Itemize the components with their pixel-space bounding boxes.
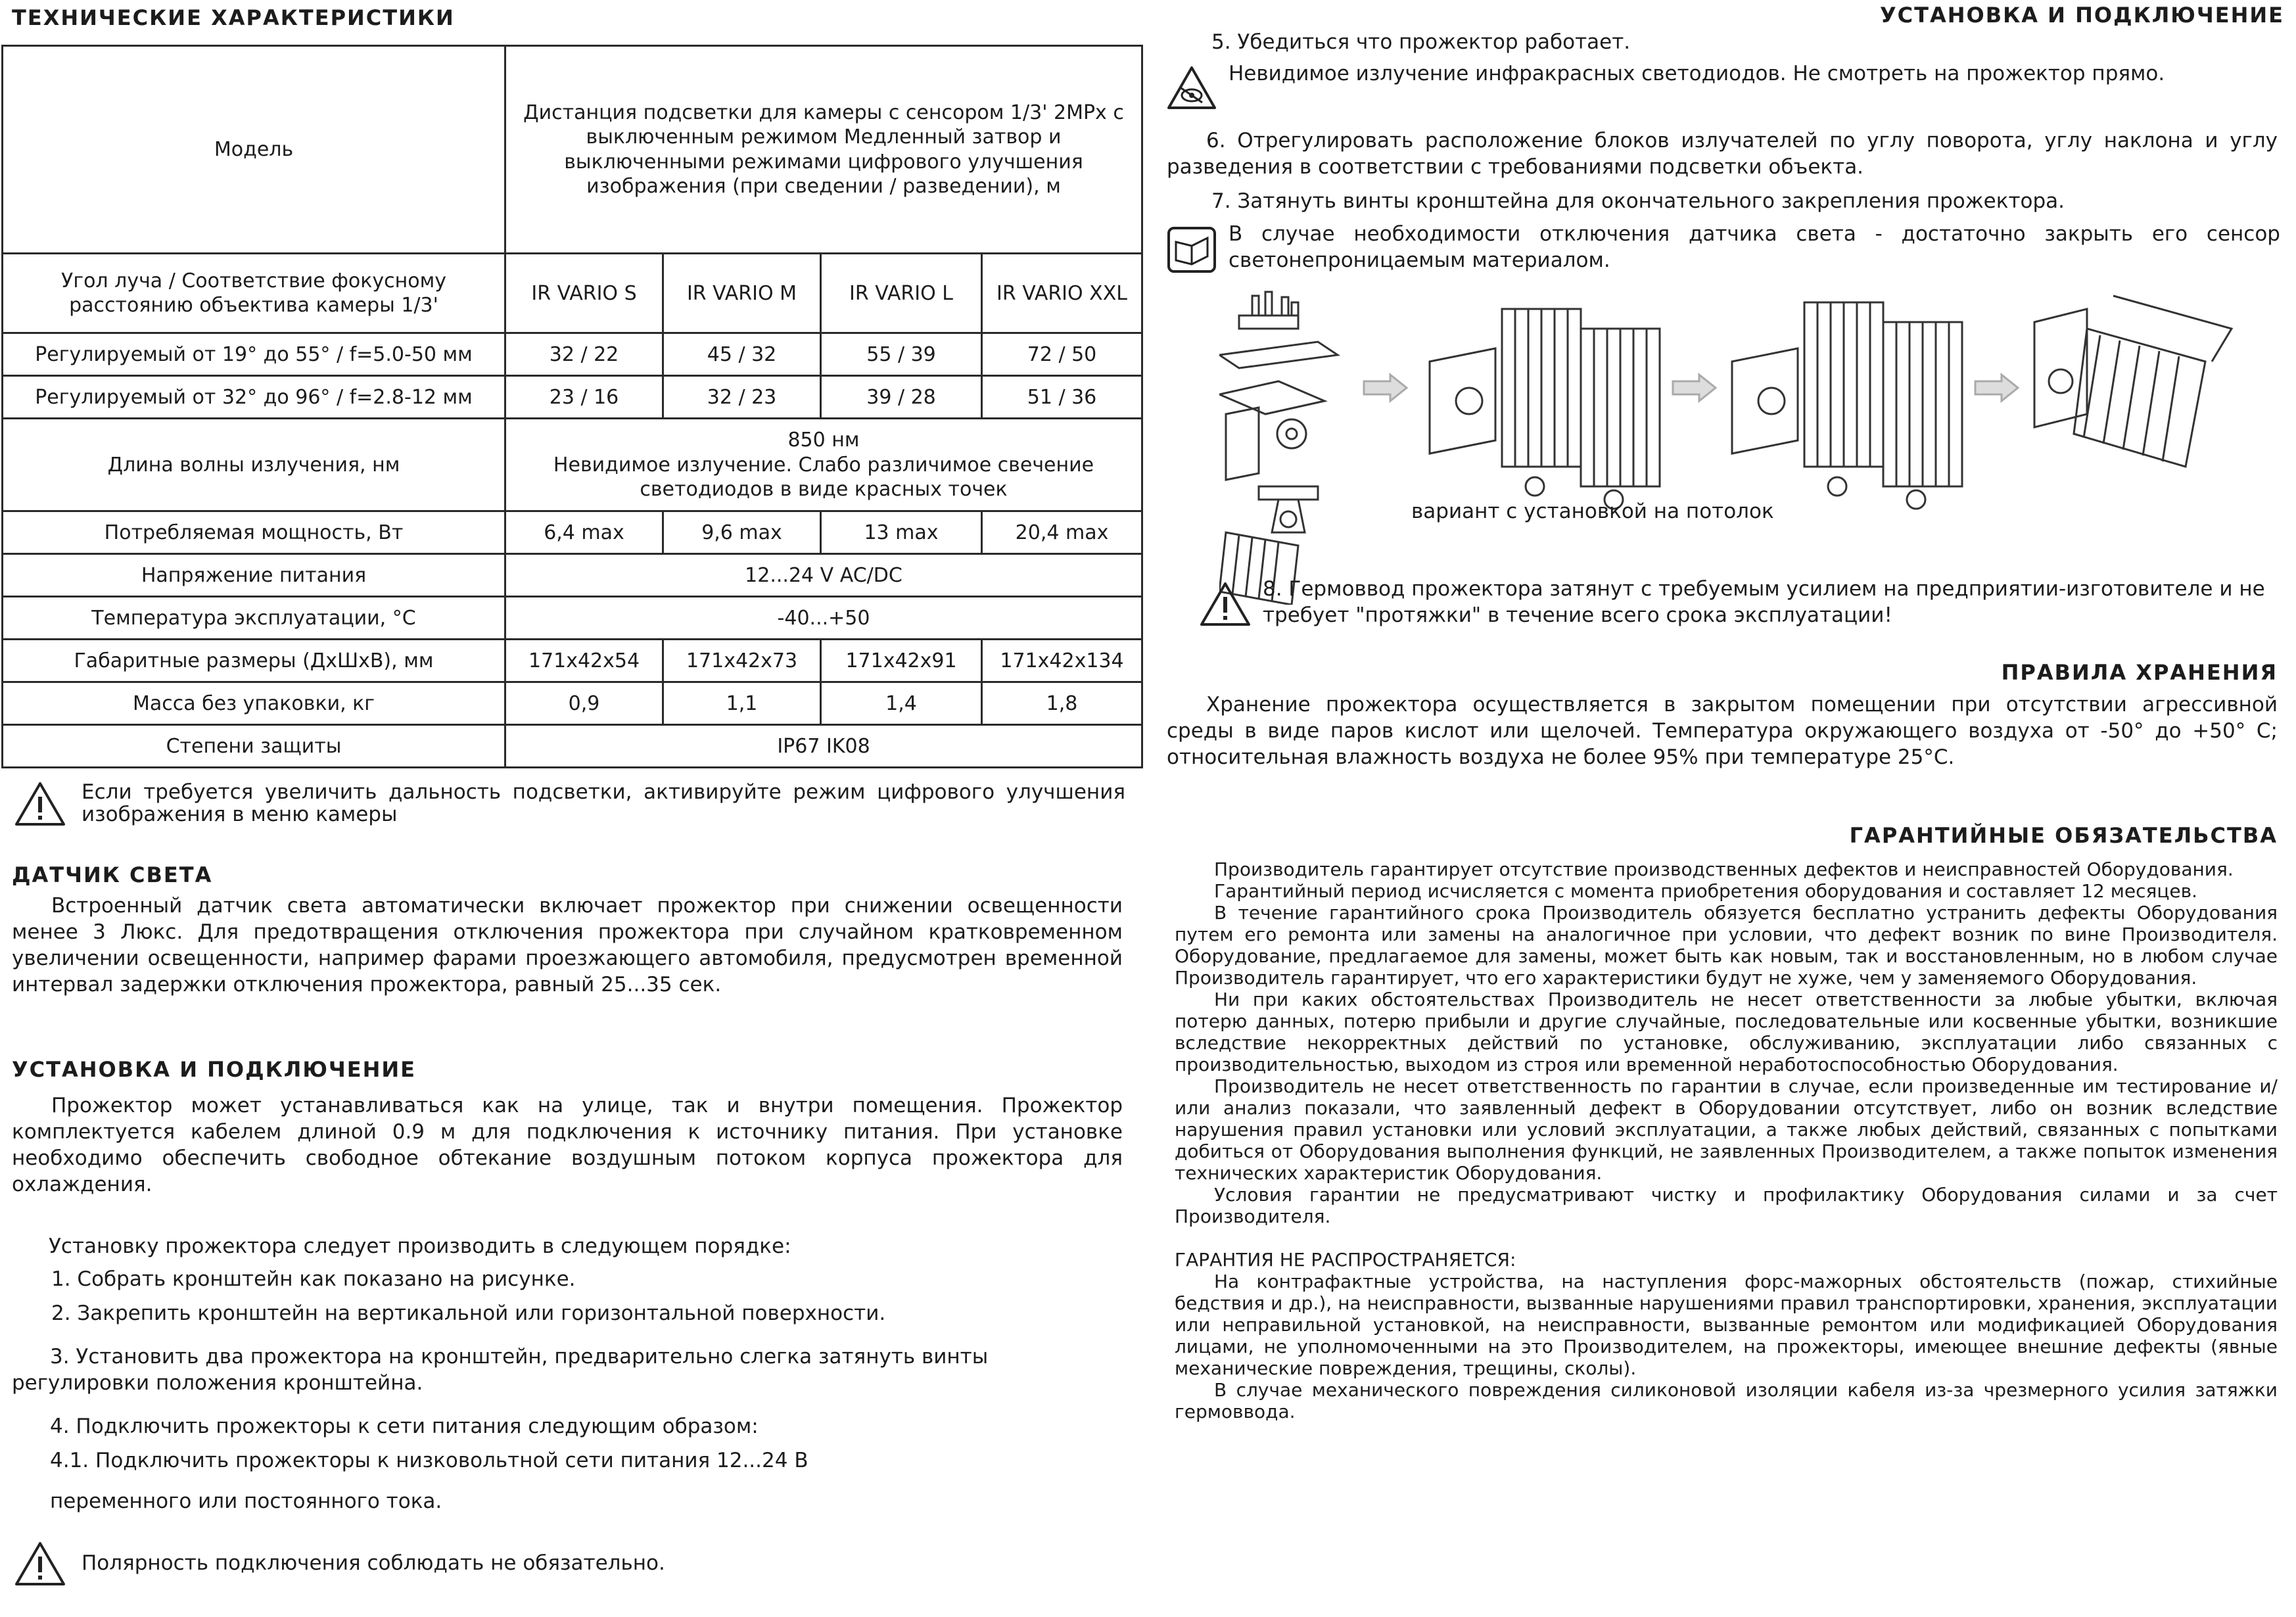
table-row: [3, 640, 1142, 682]
storage-text: Хранение прожектора осуществляется в закрытом помещении при отсутствии агрессивной среды в виде паров кислот или щелочей. Температура окружающего воздуха от -50° до +50° С; относительная влажность воздуха не более 95% при температуре 25°С.: [1167, 693, 2278, 769]
left-column: [0, 0, 1144, 1575]
cell: 23 / 16: [505, 376, 663, 419]
cell: 0,9: [505, 682, 663, 725]
arrow-icon: [1673, 375, 1716, 401]
cell: 6,4 max: [505, 511, 663, 554]
ceiling-caption: вариант с установкой на потолок: [1411, 500, 1774, 523]
step-1: 1. Собрать кронштейн как показано на рисунке.: [51, 1267, 576, 1291]
step-8: 8. Гермоввод прожектора затянут с требуемым усилием на предприятии-изготовителе и не требует "протяжки" в течение всего срока эксплуатации!: [1263, 577, 2265, 627]
specs-table: [1, 45, 1143, 768]
table-row: [3, 46, 1142, 254]
step-3: 3. Установить два прожектора на кронштейн, предварительно слегка затянуть винты регулировки положения кронштейна.: [12, 1345, 989, 1395]
cell: 171x42x73: [663, 640, 821, 682]
warranty-paragraph: Производитель гарантирует отсутствие производственных дефектов и неисправностей Оборудования.: [1214, 858, 2234, 880]
model-name: IR VARIO S: [505, 254, 663, 333]
bracket-parts-figure: [1219, 292, 1338, 480]
install-title-right: УСТАНОВКА И ПОДКЛЮЧЕНИЕ: [1879, 3, 2284, 28]
install-text: Прожектор может устанавливаться как на улице, так и внутри помещения. Прожектор комплектуется кабелем длиной 0.9 м для подключения к источнику питания. При установке необходимо обеспечить свободное обтекание воздушным потоком корпуса прожектора для охлаждения.: [12, 1094, 1123, 1197]
table-row: [3, 511, 1142, 554]
wavelength-value: 850 нм: [787, 429, 860, 452]
adjusted-projector-figure: [2034, 296, 2232, 467]
light-sensor-title: ДАТЧИК СВЕТА: [12, 862, 213, 887]
warn-ir-text: Невидимое излучение инфракрасных светодиодов. Не смотреть на прожектор прямо.: [1229, 62, 2165, 85]
step-4-1-cont: переменного или постоянного тока.: [50, 1489, 442, 1513]
warning-polarity: [14, 1541, 1125, 1587]
distance-header: Дистанция подсветки для камеры с сенсором 1/3' 2MPx с выключенным режимом Медленный затвор и выключенными режимами цифрового улучшения изображения (при сведении / разведении), м: [505, 46, 1142, 254]
light-sensor-text: Встроенный датчик света автоматически включает прожектор при снижении освещенности менее 3 Люкс. Для предотвращения отключения прожектора при случайном кратковременном увеличении освещенности, например фарами проезжающего автомобиля, предусмотрен временной интервал задержки отключения прожектора, равный 25...35 сек.: [12, 894, 1123, 997]
warning-enhance: [14, 781, 1125, 827]
warranty-paragraph: В течение гарантийного срока Производитель обязуется бесплатно устранить дефекты Оборудования путем его ремонта или замены на аналогичное при условии, что дефект возник по вине Производителя. Оборудование, предлагаемое для замены, может быть как новым, так и восстановленным, но в любом случае Производитель гарантирует, что его характеристики будут не хуже, чем у заменяемого Оборудования.: [1175, 902, 2278, 989]
row-label: Масса без упаковки, кг: [3, 682, 505, 725]
mounting-illustration: [1219, 283, 2284, 605]
warranty-list: [1175, 858, 2278, 1422]
assembled-bracket-figure: [1732, 302, 1962, 509]
wavelength-cell: [505, 419, 1142, 511]
cell: 171x42x91: [821, 640, 982, 682]
warning-triangle-icon: [1200, 581, 1251, 627]
step-6: 6. Отрегулировать расположение блоков излучателей по углу поворота, углу наклона и углу разведения в соответствии с требованиями подсветки объекта.: [1167, 129, 2278, 179]
cell: 72 / 50: [982, 333, 1142, 376]
cell: IP67 IK08: [505, 725, 1142, 768]
model-label: Модель: [3, 46, 505, 254]
step-5: 5. Убедиться что прожектор работает.: [1211, 30, 1631, 54]
not-covered-paragraph: В случае механического повреждения силиконовой изоляции кабеля из-за чрезмерного усилия затяжки гермоввода.: [1175, 1379, 2278, 1422]
arrow-icon: [1975, 375, 2018, 401]
cell: 1,1: [663, 682, 821, 725]
warning-triangle-icon: [14, 1541, 66, 1587]
warning-triangle-icon: [14, 781, 66, 827]
warning-ir: [1167, 60, 2284, 110]
warranty-paragraph: Ни при каких обстоятельствах Производитель не несет ответственности за любые убытки, включая потерю данных, потерю прибыли и другие случайные, последовательные или косвенные убытки, возникшие вследствие некорректных действий по установке, обслуживанию, эксплуатации либо связанных с производительностью, выходом из строя или временной неработоспособностью Оборудования.: [1175, 989, 2278, 1075]
row-label: Регулируемый от 32° до 96° / f=2.8-12 мм: [3, 376, 505, 419]
row-label: Напряжение питания: [3, 554, 505, 597]
table-row: [3, 554, 1142, 597]
install-steps: [12, 1233, 1123, 1514]
model-name: IR VARIO XXL: [982, 254, 1142, 333]
model-name: IR VARIO L: [821, 254, 982, 333]
wavelength-note: Невидимое излучение. Слабо различимое свечение светодиодов в виде красных точек: [553, 453, 1094, 502]
row-label: Температура эксплуатации, °С: [3, 597, 505, 640]
model-name: IR VARIO M: [663, 254, 821, 333]
step-2: 2. Закрепить кронштейн на вертикальной или горизонтальной поверхности.: [51, 1301, 886, 1325]
order-intro: Установку прожектора следует производить в следующем порядке:: [49, 1234, 791, 1258]
table-row: [3, 419, 1142, 511]
table-row: [3, 682, 1142, 725]
note-sensor-text: В случае необходимости отключения датчика света - достаточно закрыть его сенсор светонепроницаемым материалом.: [1229, 222, 2280, 272]
angle-label: Угол луча / Соответствие фокусному расстоянию объектива камеры 1/3': [3, 254, 505, 333]
warranty-paragraph: Гарантийный период исчисляется с момента приобретения оборудования и составляет 12 месяцев.: [1214, 880, 2198, 902]
cell: 45 / 32: [663, 333, 821, 376]
cell: 32 / 23: [663, 376, 821, 419]
cell: 32 / 22: [505, 333, 663, 376]
install-section-left: [12, 1057, 1123, 1198]
cell: 12...24 V AC/DC: [505, 554, 1142, 597]
warranty-paragraph: Условия гарантии не предусматривают чистку и профилактику Оборудования силами и за счет Производителя.: [1175, 1184, 2278, 1227]
warning-gland: [1200, 576, 2278, 628]
light-sensor-section: [12, 862, 1123, 998]
table-row: [3, 333, 1142, 376]
table-row: [3, 597, 1142, 640]
step-7: 7. Затянуть винты кронштейна для окончательного закрепления прожектора.: [1211, 189, 2065, 213]
warn-enhance-text: Если требуется увеличить дальность подсветки, активируйте режим цифрового улучшения изображения в меню камеры: [82, 780, 1125, 826]
step-4: 4. Подключить прожекторы к сети питания следующим образом:: [50, 1415, 759, 1438]
storage-title: ПРАВИЛА ХРАНЕНИЯ: [2001, 660, 2278, 685]
book-icon: [1167, 226, 1217, 273]
warn-polarity-text: Полярность подключения соблюдать не обязательно.: [82, 1551, 665, 1575]
cell: -40...+50: [505, 597, 1142, 640]
table-row: [3, 376, 1142, 419]
row-label: Потребляемая мощность, Вт: [3, 511, 505, 554]
cell: 171x42x134: [982, 640, 1142, 682]
cell: 1,4: [821, 682, 982, 725]
note-sensor: [1167, 221, 2284, 273]
warranty-paragraph: Производитель не несет ответственность по гарантии в случае, если произведенные им тестирование и/или анализ показали, что заявленный дефект в Оборудовании отсутствует, либо он возник вследствие нарушения правил установки или условий эксплуатации, а также любых действий, связанных с попытками добиться от Оборудования выполнения функций, не заявленных Производителем, а также попыток изменения технических характеристик Оборудования.: [1175, 1075, 2278, 1184]
cell: 9,6 max: [663, 511, 821, 554]
arrow-icon: [1364, 375, 1407, 401]
warranty-title: ГАРАНТИЙНЫЕ ОБЯЗАТЕЛЬСТВА: [1849, 823, 2278, 848]
table-row: [3, 254, 1142, 333]
cell: 51 / 36: [982, 376, 1142, 419]
bracket-with-projector-figure: [1430, 309, 1660, 509]
cell: 39 / 28: [821, 376, 982, 419]
cell: 13 max: [821, 511, 982, 554]
eye-warning-icon: [1167, 66, 1217, 110]
table-row: [3, 725, 1142, 768]
not-covered-paragraph: На контрафактные устройства, на наступления форс-мажорных обстоятельств (пожар, стихийные бедствия и др.), на неисправности, вызванные нарушениями правил транспортировки, хранения, эксплуатации или неправильной установкой, на неисправности, вызванные ремонтом или модификацией Оборудования лицами, не уполномоченными на это Производителем, на прожекторы, имеющее внешние дефекты (явные механические повреждения, трещины, сколы).: [1175, 1271, 2278, 1379]
cell: 20,4 max: [982, 511, 1142, 554]
not-covered-title: ГАРАНТИЯ НЕ РАСПРОСТРАНЯЕТСЯ:: [1175, 1249, 1516, 1271]
step-4-1: 4.1. Подключить прожекторы к низковольтной сети питания 12...24 В: [50, 1449, 808, 1472]
tech-specs-title: ТЕХНИЧЕСКИЕ ХАРАКТЕРИСТИКИ: [12, 5, 455, 30]
right-column: [1167, 0, 2284, 1422]
row-label: Регулируемый от 19° до 55° / f=5.0-50 мм: [3, 333, 505, 376]
cell: 1,8: [982, 682, 1142, 725]
cell: 55 / 39: [821, 333, 982, 376]
row-label: Степени защиты: [3, 725, 505, 768]
install-title-left: УСТАНОВКА И ПОДКЛЮЧЕНИЕ: [12, 1057, 417, 1082]
row-label: Габаритные размеры (ДхШхВ), мм: [3, 640, 505, 682]
cell: 171x42x54: [505, 640, 663, 682]
wavelength-label: Длина волны излучения, нм: [3, 419, 505, 511]
